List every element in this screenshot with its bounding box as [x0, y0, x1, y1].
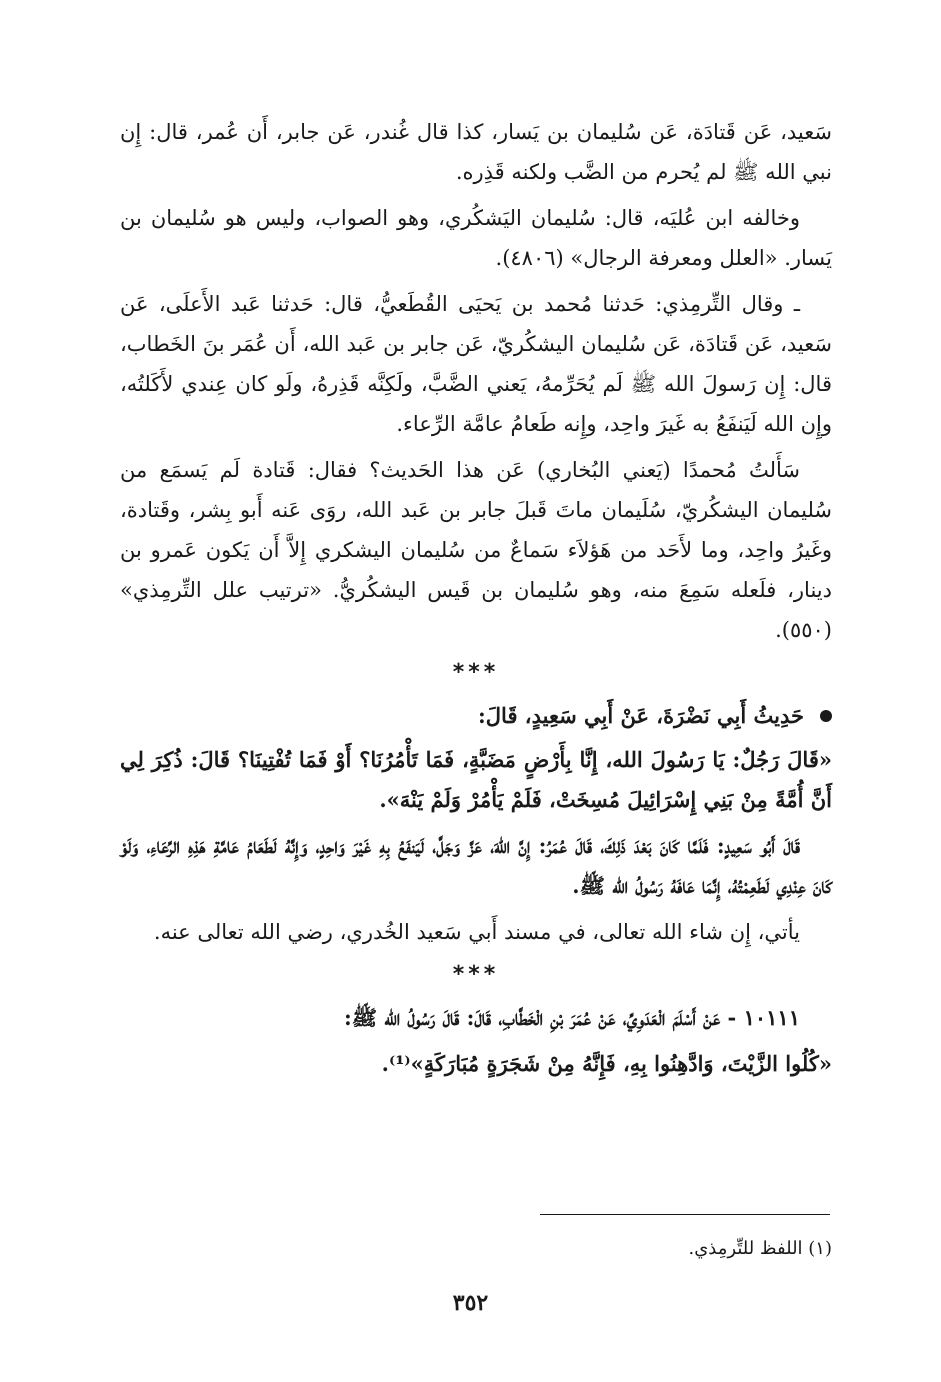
paragraph-1: سَعيد، عَن قَتادَة، عَن سُليمان بن يَسار، كذا قال غُندر، عَن جابر، أَن عُمر، قال: إِن نبي الله ﷺ لم يُحرم من الضَّب ولكنه قَذِره.: [120, 120, 832, 184]
bullet-icon: [820, 710, 832, 722]
footnote-divider: [540, 1214, 830, 1215]
hadith-intro-3: ١٠١١١ - عَنْ أَسْلَمَ الْعَدَوِيِّ، عَنْ عُمَرَ بْنِ الْخَطَّابِ، قَالَ: قَالَ رَسُولُ الله ﷺ:: [343, 1005, 800, 1030]
separator-stars-2: ***: [452, 962, 500, 987]
section-heading: [120, 696, 832, 736]
paragraph-2: وخالفه ابن عُليَه، قال: سُليمان اليَشكُري، وهو الصواب، وليس هو سُليمان بن يَسار. «العلل ومعرفة الرجال» (٤٨٠٦).: [120, 206, 832, 270]
page-body: [120, 112, 832, 1090]
paragraph-4: سَأَلتُ مُحمدًا (يَعني البُخاري) عَن هذا الحَديث؟ فقال: قَتادة لَم يَسمَع من سُليمان اليشكُريّ، سُلَيمان ماتَ قَبلَ جابر بن عَبد الله، روَى عَنه أَبو بِشر، وقَتادة، وغَيرُ واحِد، وما لأَحَد من هَؤلاَء سَماعٌ من سُليمان اليشكري إِلاَّ أَن يَكون عَمرو بن دينار، فلَعله سَمِعَ منه، وهو سُليمان بن قَيس اليشكُريُّ. «ترتيب علل التِّرمِذي» (٥٥٠).: [120, 458, 832, 642]
footnote: (١) اللفظ للتِّرمِذي.: [688, 1238, 832, 1259]
hadith-text-2: قَالَ أَبُو سَعِيدٍ: فَلَمَّا كَانَ بَعْدَ ذَلِكَ، قَالَ عُمَرُ: إِنَّ اللهَ، عَزَّ وَجَلَّ، لَيَنفَعُ بِهِ غَيْرَ وَاحِدٍ، وَإِنَّهُ لَطَعَامُ عَامَّةِ هَذِهِ الرِّعَاءِ، وَلَوْ كَانَ عِنْدِي لَطَعِمْتُهُ، إِنَّمَا عَافَهُ رَسُولُ الله ﷺ.: [120, 833, 832, 898]
hadith-text-3: «كُلُوا الزَّيْتَ، وَادَّهِنُوا بِهِ، فَإِنَّهُ مِنْ شَجَرَةٍ مُبَارَكَةٍ»⁽¹⁾.: [381, 1051, 832, 1076]
cross-reference-note: يأتي، إِن شاء الله تعالى، في مسند أَبي سَعيد الخُدري، رضي الله تعالى عنه.: [153, 920, 800, 944]
hadith-text-1: «قَالَ رَجُلٌ: يَا رَسُولَ الله، إِنَّا بِأَرْضٍ مَضَبَّةٍ، فَمَا تَأْمُرُنَا؟ أَوْ فَمَا تُفْتِينَا؟ قَالَ: ذُكِرَ لِي أَنَّ أُمَّةً مِنْ بَنِي إِسْرَائِيلَ مُسِخَتْ، فَلَمْ يَأْمُرْ وَلَمْ يَنْهَ».: [120, 747, 832, 812]
section-heading-text: حَدِيثُ أَبِي نَضْرَةَ، عَنْ أَبِي سَعِيدٍ، قَالَ:: [478, 703, 804, 728]
separator-stars: ***: [452, 660, 500, 685]
paragraph-3: ـ وقال التِّرمِذي: حَدثنا مُحمد بن يَحيَى القُطَعيُّ، قال: حَدثنا عَبد الأَعلَى، عَن سَعيد، عَن قَتادَة، عَن سُليمان اليشكُريّ، عَن جابر بن عَبد الله، أَن عُمَر بنَ الخَطاب، قال: إِن رَسولَ الله ﷺ لَم يُحَرِّمهُ، يَعني الضَّبَّ، ولَكِنَّه قَذِرهُ، ولَو كان عِندي لأَكَلتُه، وإِن الله لَيَنفَعُ به غَيرَ واحِد، وإِنه طَعامُ عامَّة الرِّعاء.: [120, 292, 832, 436]
page-number: ٣٥٢: [452, 1290, 489, 1316]
